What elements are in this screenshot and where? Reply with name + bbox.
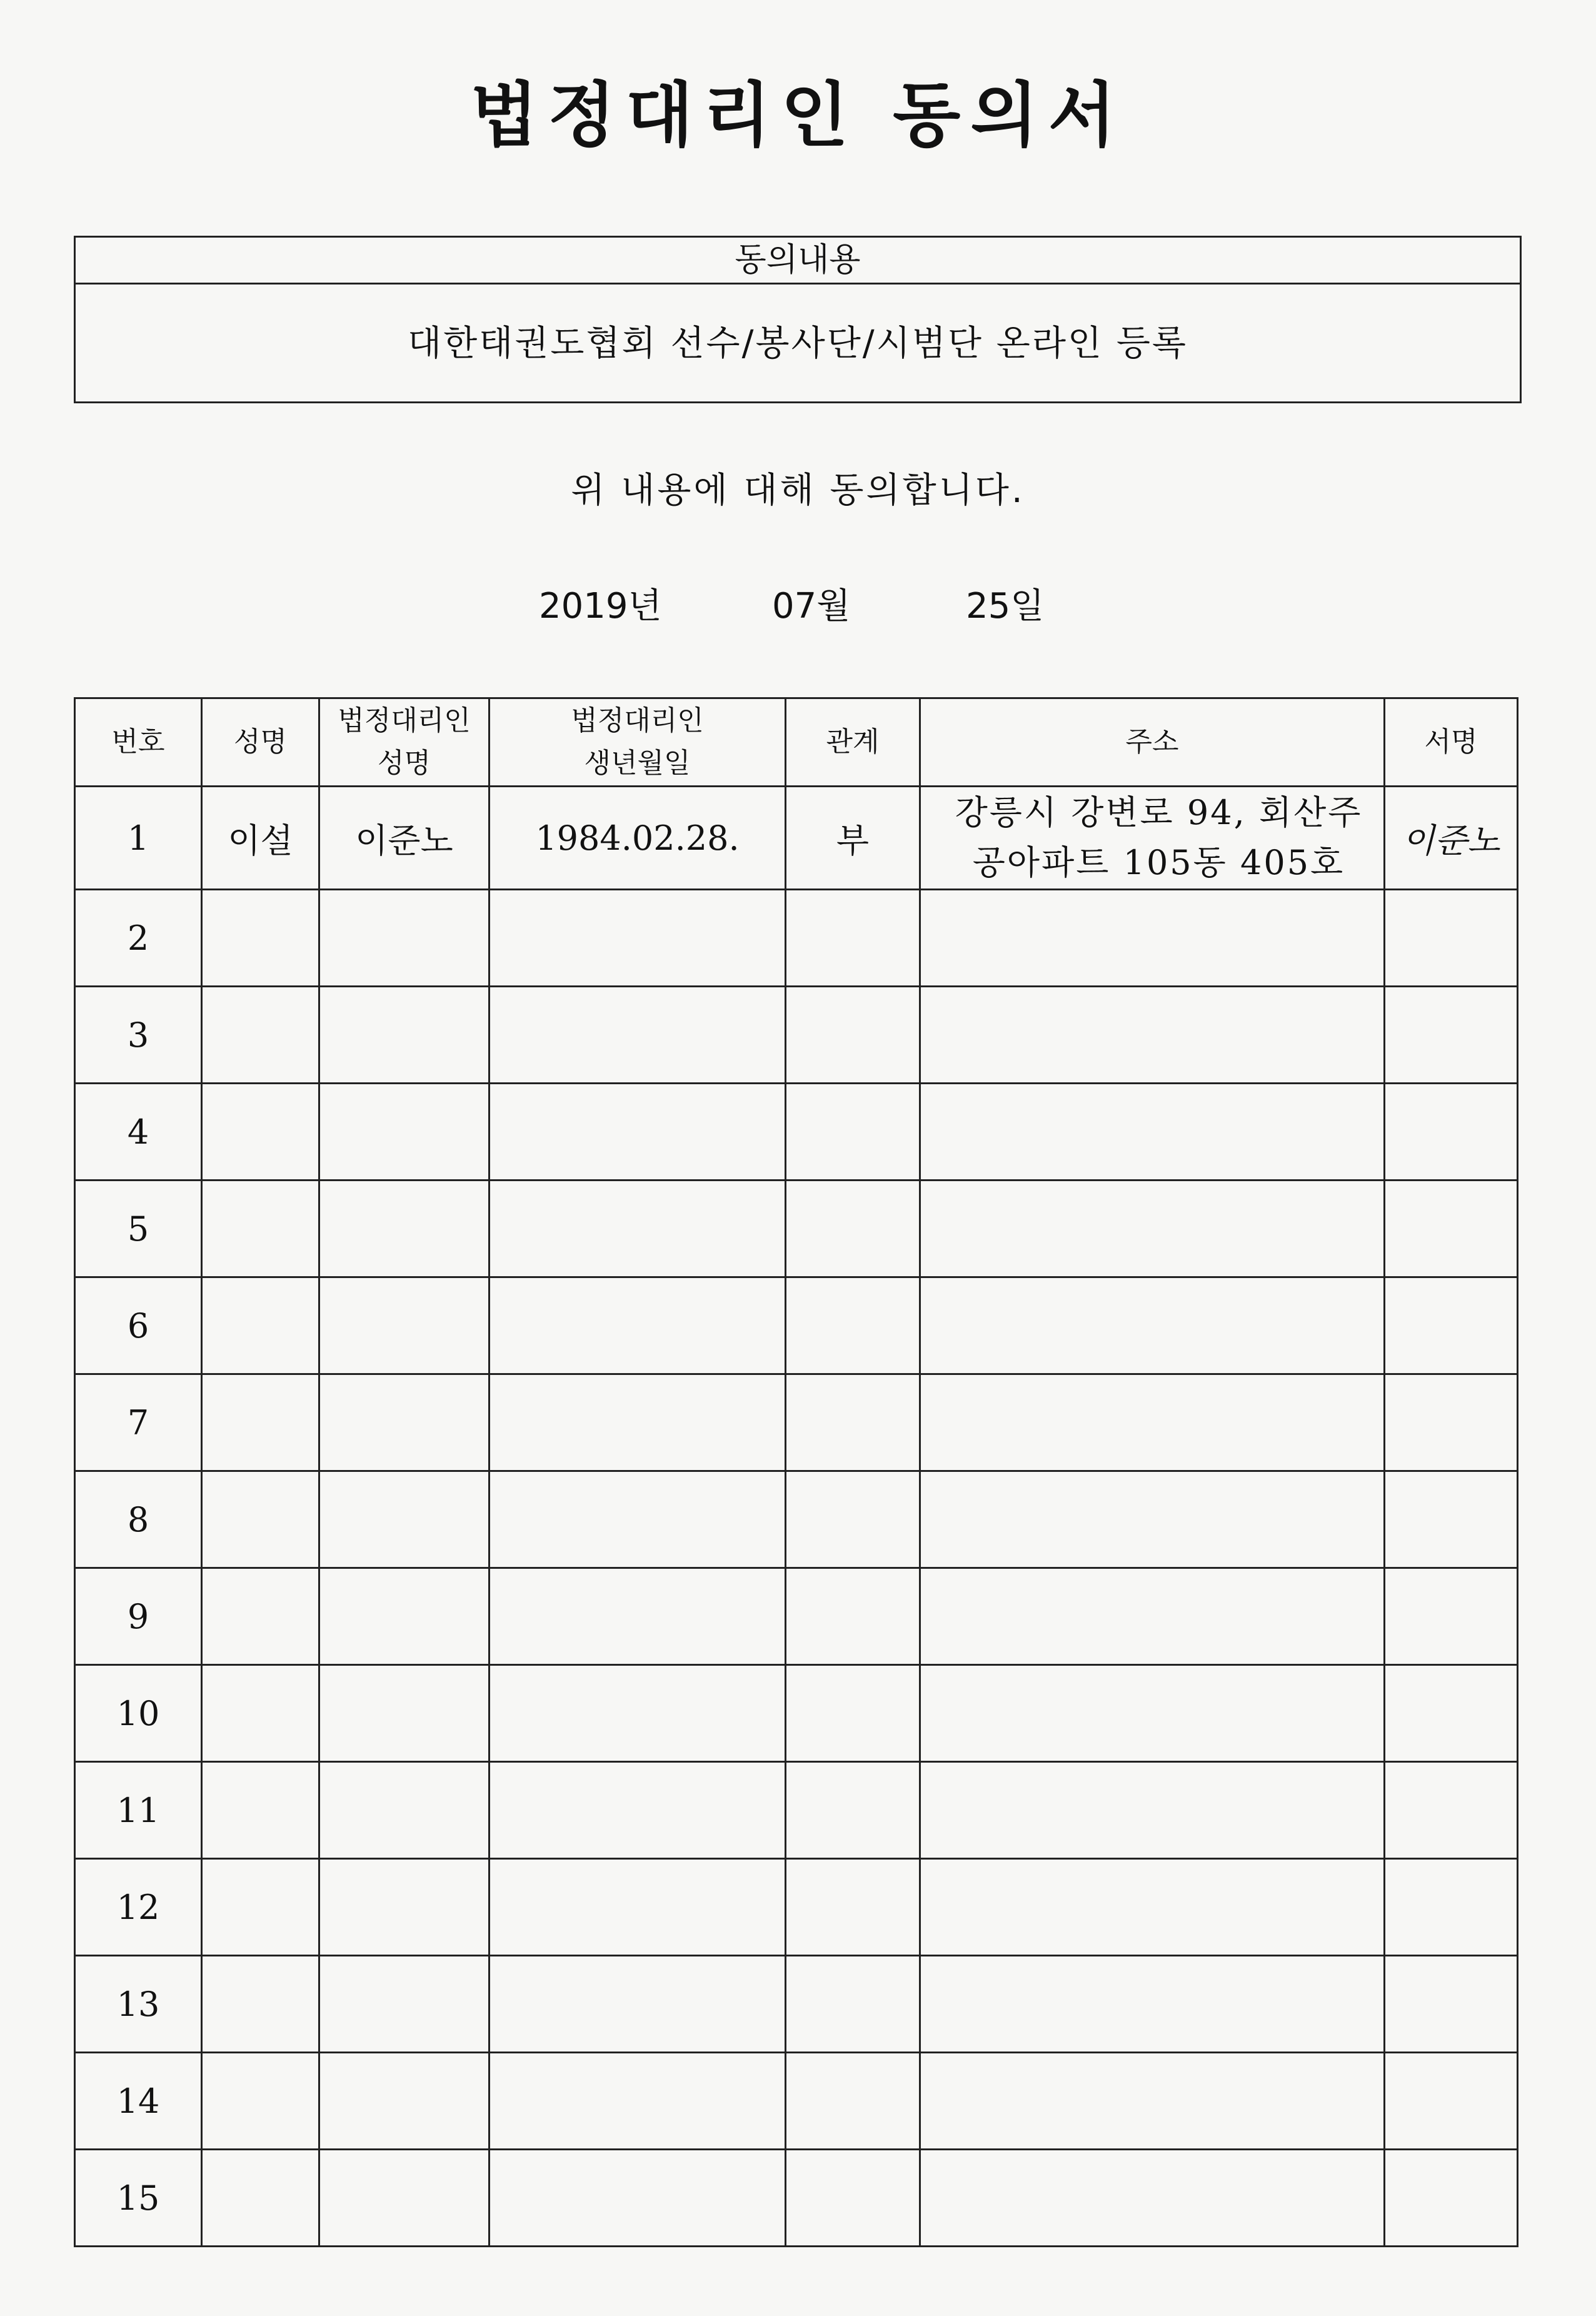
cell-relation [786, 1956, 920, 2053]
cell-guardian-name [319, 1181, 489, 1277]
cell-number: 8 [75, 1471, 202, 1568]
cell-address [920, 1471, 1385, 1568]
cell-name [202, 1277, 319, 1374]
cell-number: 4 [75, 1084, 202, 1181]
cell-guardian-name [319, 1374, 489, 1471]
cell-guardian-birth [489, 1568, 786, 1665]
table-row [75, 1665, 1518, 1762]
cell-signature [1385, 2150, 1518, 2247]
cell-guardian-name [319, 1084, 489, 1181]
table-row [75, 1277, 1518, 1374]
cell-signature [1385, 1471, 1518, 1568]
cell-number: 13 [75, 1956, 202, 2053]
cell-relation [786, 1762, 920, 1859]
cell-name [202, 1956, 319, 2053]
cell-address-line: 공아파트 105동 405호 [972, 843, 1345, 882]
cell-guardian-name [319, 1665, 489, 1762]
cell-guardian-birth [489, 2150, 786, 2247]
cell-signature [1385, 1374, 1518, 1471]
cell-guardian-birth [489, 1762, 786, 1859]
table-row [75, 1374, 1518, 1471]
cell-guardian-name [319, 1956, 489, 2053]
date-year: 2019년 [539, 586, 662, 627]
cell-address [920, 987, 1385, 1084]
cell-guardian-birth [489, 1956, 786, 2053]
guardian-consent-table [74, 697, 1518, 2247]
cell-signature [1385, 1762, 1518, 1859]
cell-name: 이설 [202, 787, 319, 890]
cell-number: 3 [75, 987, 202, 1084]
cell-guardian-birth [489, 890, 786, 987]
cell-guardian-name [319, 1471, 489, 1568]
cell-guardian-name [319, 1762, 489, 1859]
cell-relation [786, 1374, 920, 1471]
table-row [75, 1181, 1518, 1277]
cell-name [202, 1084, 319, 1181]
consent-header: 동의내용 [76, 238, 1520, 284]
cell-guardian-name [319, 1568, 489, 1665]
cell-address [920, 1181, 1385, 1277]
cell-address [920, 1762, 1385, 1859]
cell-guardian-name [319, 890, 489, 987]
cell-signature [1385, 1859, 1518, 1956]
cell-relation [786, 1859, 920, 1956]
cell-signature [1385, 1665, 1518, 1762]
header-guardian-birth [489, 698, 786, 787]
cell-relation [786, 1568, 920, 1665]
cell-address [920, 1568, 1385, 1665]
cell-guardian-birth: 1984.02.28. [489, 787, 786, 890]
cell-name [202, 1374, 319, 1471]
cell-name [202, 890, 319, 987]
cell-name [202, 1859, 319, 1956]
header-address: 주소 [920, 698, 1385, 787]
header-relation: 관계 [786, 698, 920, 787]
date-day: 25일 [966, 586, 1045, 627]
cell-signature [1385, 1956, 1518, 2053]
cell-relation [786, 2150, 920, 2247]
cell-number: 5 [75, 1181, 202, 1277]
table-row [75, 1471, 1518, 1568]
cell-relation: 부 [786, 787, 920, 890]
cell-guardian-birth [489, 1471, 786, 1568]
cell-number: 6 [75, 1277, 202, 1374]
cell-guardian-name [319, 2053, 489, 2150]
cell-signature [1385, 2053, 1518, 2150]
cell-name [202, 1665, 319, 1762]
cell-name [202, 1762, 319, 1859]
cell-relation [786, 2053, 920, 2150]
cell-name [202, 1471, 319, 1568]
table-row [75, 2053, 1518, 2150]
cell-guardian-birth [489, 1374, 786, 1471]
header-guardian-name [319, 698, 489, 787]
consent-content: 대한태권도협회 선수/봉사단/시범단 온라인 등록 [407, 323, 1188, 364]
cell-guardian-name [319, 1859, 489, 1956]
cell-number: 12 [75, 1859, 202, 1956]
table-row [75, 1762, 1518, 1859]
cell-relation [786, 1471, 920, 1568]
table-row [75, 1956, 1518, 2053]
table-header-row [75, 698, 1518, 787]
cell-signature [1385, 1084, 1518, 1181]
cell-address [920, 2150, 1385, 2247]
cell-guardian-birth [489, 1084, 786, 1181]
header-guardian-birth-line2: 생년월일 [584, 747, 691, 779]
cell-address [920, 1084, 1385, 1181]
agreement-statement: 위 내용에 대해 동의합니다. [571, 470, 1025, 511]
cell-number: 14 [75, 2053, 202, 2150]
cell-relation [786, 1181, 920, 1277]
cell-address [920, 1859, 1385, 1956]
table-row [75, 1084, 1518, 1181]
cell-address [920, 1277, 1385, 1374]
cell-signature [1385, 890, 1518, 987]
cell-number: 11 [75, 1762, 202, 1859]
cell-address [920, 1956, 1385, 2053]
cell-guardian-birth [489, 1181, 786, 1277]
cell-guardian-name [319, 987, 489, 1084]
table-row [75, 787, 1518, 890]
cell-name [202, 1181, 319, 1277]
cell-guardian-birth [489, 2053, 786, 2150]
consent-box [74, 236, 1522, 403]
cell-name [202, 2053, 319, 2150]
cell-number: 10 [75, 1665, 202, 1762]
table-row [75, 890, 1518, 987]
table-row [75, 987, 1518, 1084]
cell-relation [786, 987, 920, 1084]
header-name: 성명 [202, 698, 319, 787]
table-row [75, 1859, 1518, 1956]
cell-address-line: 강릉시 강변로 94, 회산주 [955, 793, 1363, 832]
date-month: 07월 [772, 586, 851, 627]
cell-number: 15 [75, 2150, 202, 2247]
cell-number: 1 [75, 787, 202, 890]
table-row [75, 2150, 1518, 2247]
cell-relation [786, 890, 920, 987]
cell-guardian-name: 이준노 [319, 787, 489, 890]
cell-guardian-birth [489, 987, 786, 1084]
cell-name [202, 987, 319, 1084]
cell-number: 2 [75, 890, 202, 987]
cell-guardian-name [319, 1277, 489, 1374]
cell-guardian-name [319, 2150, 489, 2247]
cell-guardian-birth [489, 1859, 786, 1956]
cell-signature: 이준노 [1385, 787, 1518, 890]
cell-address [920, 2053, 1385, 2150]
header-guardian-birth-line1: 법정대리인 [571, 705, 704, 737]
cell-name [202, 1568, 319, 1665]
header-guardian-name-line1: 법정대리인 [338, 705, 471, 737]
cell-address [920, 890, 1385, 987]
cell-signature [1385, 1181, 1518, 1277]
header-signature: 서명 [1385, 698, 1518, 787]
cell-address [920, 1665, 1385, 1762]
cell-address [920, 1374, 1385, 1471]
cell-relation [786, 1665, 920, 1762]
cell-name [202, 2150, 319, 2247]
table-row [75, 1568, 1518, 1665]
cell-relation [786, 1277, 920, 1374]
cell-signature [1385, 1568, 1518, 1665]
document-title: 법정대리인 동의서 [470, 75, 1126, 156]
cell-guardian-birth [489, 1277, 786, 1374]
cell-number: 7 [75, 1374, 202, 1471]
header-number: 번호 [75, 698, 202, 787]
cell-number: 9 [75, 1568, 202, 1665]
cell-address [920, 787, 1385, 890]
cell-signature [1385, 1277, 1518, 1374]
header-guardian-name-line2: 성명 [377, 747, 431, 779]
cell-relation [786, 1084, 920, 1181]
cell-signature [1385, 987, 1518, 1084]
cell-guardian-birth [489, 1665, 786, 1762]
